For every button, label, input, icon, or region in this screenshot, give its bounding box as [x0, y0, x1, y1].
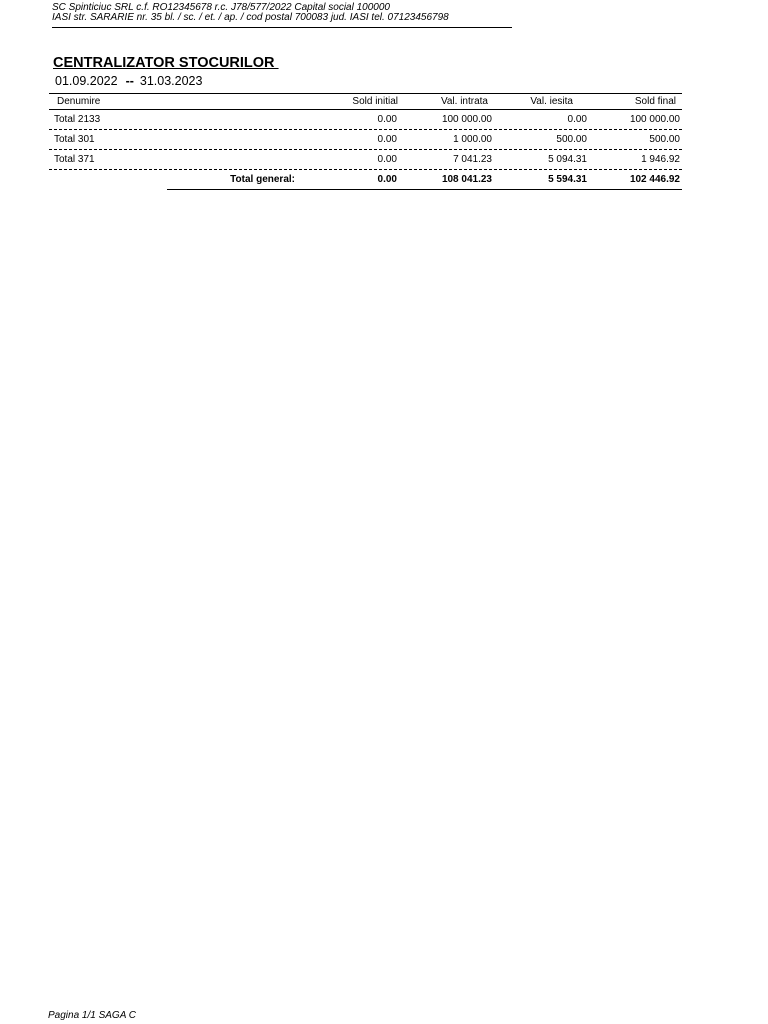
period-start: 01.09.2022 [55, 74, 118, 88]
row-name: Total 371 [54, 154, 95, 165]
table-header [49, 93, 682, 110]
row-val-intrata: 1 000.00 [453, 134, 492, 145]
row-name: Total 301 [54, 134, 95, 145]
row-val-iesita: 500.00 [556, 134, 587, 145]
company-line-1: SC Spinticiuc SRL c.f. RO12345678 r.c. J78/577/2022 Capital social 100000 [52, 2, 390, 13]
table-row [49, 130, 682, 150]
company-line-2: IASI str. SARARIE nr. 35 bl. / sc. / et. / ap. / cod postal 700083 jud. IASI tel. 07123456798 [52, 12, 449, 23]
period-end: 31.03.2023 [139, 74, 203, 88]
total-sold-initial: 0.00 [377, 174, 397, 185]
row-val-intrata: 100 000.00 [441, 114, 492, 125]
row-val-intrata: 7 041.23 [453, 154, 492, 165]
period-separator: -- [125, 74, 134, 88]
row-sold-final: 1 946.92 [641, 154, 680, 165]
report-title: CENTRALIZATOR STOCURILOR [53, 55, 279, 71]
column-header-val-intrata: Val. intrata [440, 96, 488, 107]
row-sold-final: 100 000.00 [629, 114, 680, 125]
total-val-iesita: 5 594.31 [548, 174, 587, 185]
table-row [49, 110, 682, 130]
row-sold-initial: 0.00 [377, 154, 397, 165]
page-footer: Pagina 1/1 SAGA C [48, 1010, 137, 1021]
row-sold-initial: 0.00 [377, 114, 397, 125]
company-header [52, 3, 512, 28]
column-header-val-iesita: Val. iesita [530, 96, 573, 107]
report-period [55, 74, 202, 88]
row-val-iesita: 5 094.31 [548, 154, 587, 165]
total-general-label: Total general: [230, 174, 295, 185]
table-row [49, 150, 682, 170]
column-header-name: Denumire [57, 96, 101, 107]
column-header-sold-initial: Sold initial [352, 96, 398, 107]
row-val-iesita: 0.00 [567, 114, 587, 125]
total-general-row [167, 170, 682, 190]
total-sold-final: 102 446.92 [629, 174, 680, 185]
stock-table [49, 93, 682, 190]
column-header-sold-final: Sold final [634, 96, 676, 107]
row-sold-initial: 0.00 [377, 134, 397, 145]
total-val-intrata: 108 041.23 [441, 174, 492, 185]
row-name: Total 2133 [54, 114, 101, 125]
row-sold-final: 500.00 [649, 134, 680, 145]
